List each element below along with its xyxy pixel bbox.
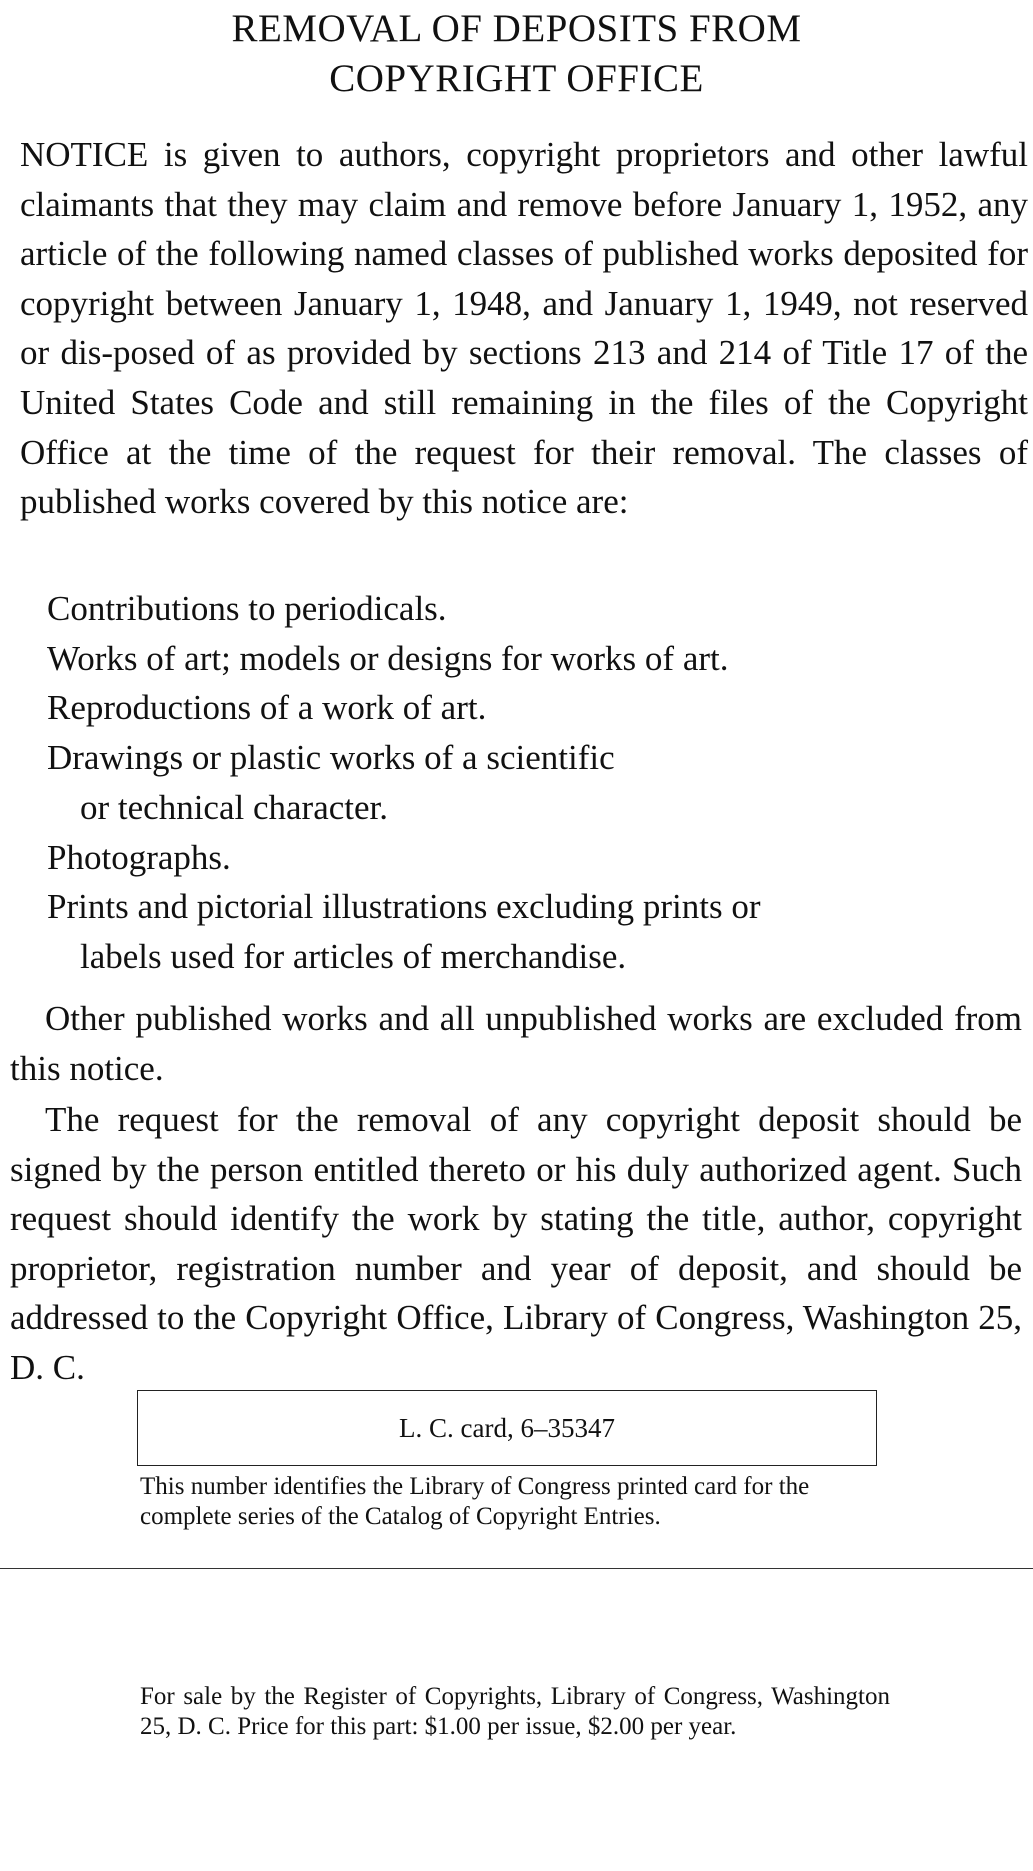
class-item-periodicals: Contributions to periodicals. <box>47 589 447 628</box>
class-item-works-of-art: Works of art; models or designs for works of art. <box>47 638 729 678</box>
title-line-2: COPYRIGHT OFFICE <box>329 57 704 100</box>
title-line-1: REMOVAL OF DEPOSITS FROM <box>231 7 802 50</box>
lc-card-box: L. C. card, 6–35347 <box>137 1390 877 1466</box>
removal-request-paragraph: The request for the removal of any copyright deposit should be signed by the person entitled thereto or his duly authorized agent. Such request should identify the work by stating the title, author, copyright proprietor, registration number and year of deposit, and should be addressed to the Copyright Office, Library of Congress, Washington 25, D. C. <box>10 1100 1022 1387</box>
horizontal-rule <box>0 1568 1033 1569</box>
class-item-drawings: Drawings or plastic works of a scientific or technical character. <box>47 738 615 827</box>
class-item-prints: Prints and pictorial illustrations excluding prints or labels used for articles of merchandise. <box>47 887 761 976</box>
class-item-photographs: Photographs. <box>47 837 231 877</box>
sale-note: For sale by the Register of Copyrights, Library of Congress, Washington 25, D. C. Price for this part: $1.00 per issue, $2.00 per year. <box>140 1683 890 1740</box>
lc-card-note: This number identifies the Library of Congress printed card for the complete series of the Catalog of Copyright Entries. <box>140 1473 810 1530</box>
classes-list <box>47 584 1007 982</box>
notice-paragraph: NOTICE is given to authors, copyright proprietors and other lawful claimants that they may claim and remove before January 1, 1952, any article of the following named classes of published works deposited for copyright between January 1, 1948, and January 1, 1949, not reserved or dis-posed of as provided by sections 213 and 214 of Title 17 of the United States Code and still remaining in the files of the Copyright Office at the time of the request for their removal. The classes of published works covered by this notice are: <box>20 135 1028 522</box>
other-works-paragraph: Other published works and all unpublished works are excluded from this notice. <box>10 999 1022 1088</box>
class-item-reproductions: Reproductions of a work of art. <box>47 688 487 728</box>
